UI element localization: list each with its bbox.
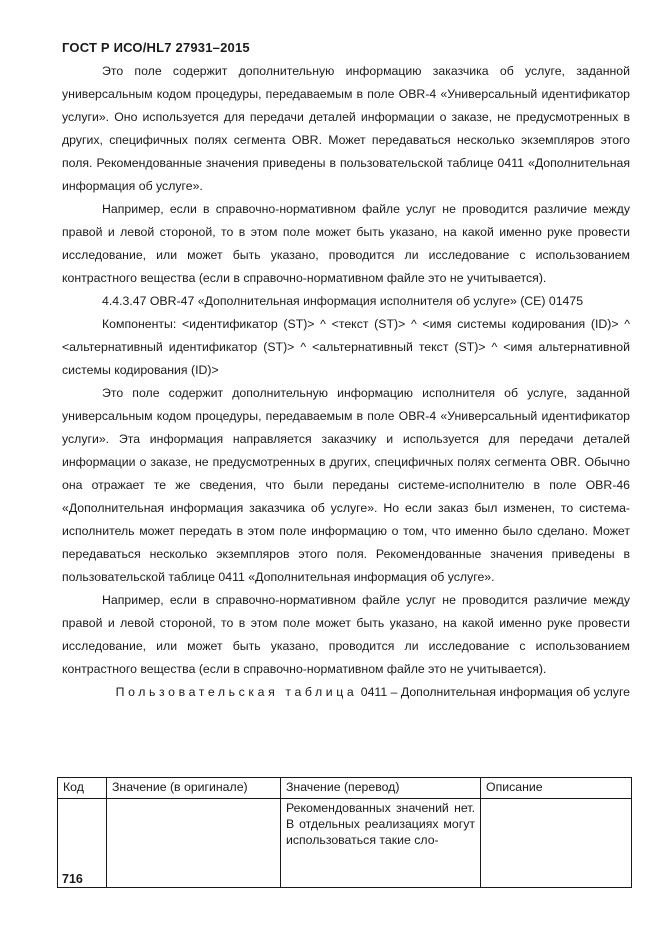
cell-description [481,799,632,888]
column-header-code: Код [58,778,107,799]
paragraph-obr47-description: Это поле содержит дополнительную информацию исполнителя об услуге, заданной универсальным кодом процедуры, передаваемым в поле OBR-4 «Универсальный идентификатор услуги». Эта информация направляется заказчику и используется для передачи деталей информации о заказе, не предусмотренных в других, специфичных полях сегмента OBR. Обычно она отражает те же сведения, что были переданы системе-исполнителю в поле OBR-46 «Дополнительная информация заказчика об услуге». Но если заказ был изменен, то система-исполнитель может передать в этом поле информацию о том, что именно было сделано. Может передаваться несколько экземпляров этого поля. Рекомендованные значения приведены в пользовательской таблице 0411 «Дополнительная информация об услуге». [62,386,630,584]
cell-original-value [107,799,281,888]
paragraph-obr47-components: Компоненты: <идентификатор (ST)> ^ <текст (ST)> ^ <имя системы кодирования (ID)> ^ <альтернативный идентификатор (ST)> ^ <альтернативный текст (ST)> ^ <имя альтернативной системы кодирования (ID)> [62,317,630,377]
column-header-description: Описание [481,778,632,799]
paragraph-obr46-example: Например, если в справочно-нормативном файле услуг не проводится различие между правой и левой стороной, то в этом поле может быть указано, на какой именно руке провести исследование, или может быть указано, проводится ли исследование с использованием контрастного вещества (если в справочно-нормативном файле это не учитывается). [62,202,630,285]
table-caption-title: 0411 – Дополнительная информация об услуге [360,685,630,699]
table-header-row [58,778,632,799]
cell-translated-value: Рекомендованных значений нет. В отдельных реализациях могут использоваться такие сло- [281,799,481,888]
section-heading-obr47: 4.4.3.47 OBR-47 «Дополнительная информация исполнителя об услуге» (CE) 01475 [102,294,584,308]
paragraph-obr46-description: Это поле содержит дополнительную информацию заказчика об услуге, заданной универсальным кодом процедуры, передаваемым в поле OBR-4 «Универсальный идентификатор услуги». Оно используется для передачи деталей информации о заказе, не предусмотренных в других, специфичных полях сегмента OBR. Может передаваться несколько экземпляров этого поля. Рекомендованные значения приведены в пользовательской таблице 0411 «Дополнительная информация об услуге». [62,64,630,193]
document-header: ГОСТ Р ИСО/HL7 27931–2015 [62,40,250,55]
table-caption [62,681,630,704]
column-header-translated-value: Значение (перевод) [281,778,481,799]
column-header-original-value: Значение (в оригинале) [107,778,281,799]
paragraph-obr47-example: Например, если в справочно-нормативном файле услуг не проводится различие между правой и левой стороной, то в этом поле может быть указано, на какой именно руке провести исследование, или может быть указано, проводится ли исследование с использованием контрастного вещества (если в справочно-нормативном файле это не учитывается). [62,593,630,676]
table-row [58,799,632,888]
user-table-0411 [57,777,632,888]
page-number: 716 [62,872,83,886]
document-body [62,60,630,704]
table-caption-label: Пользовательская таблица [115,685,358,699]
